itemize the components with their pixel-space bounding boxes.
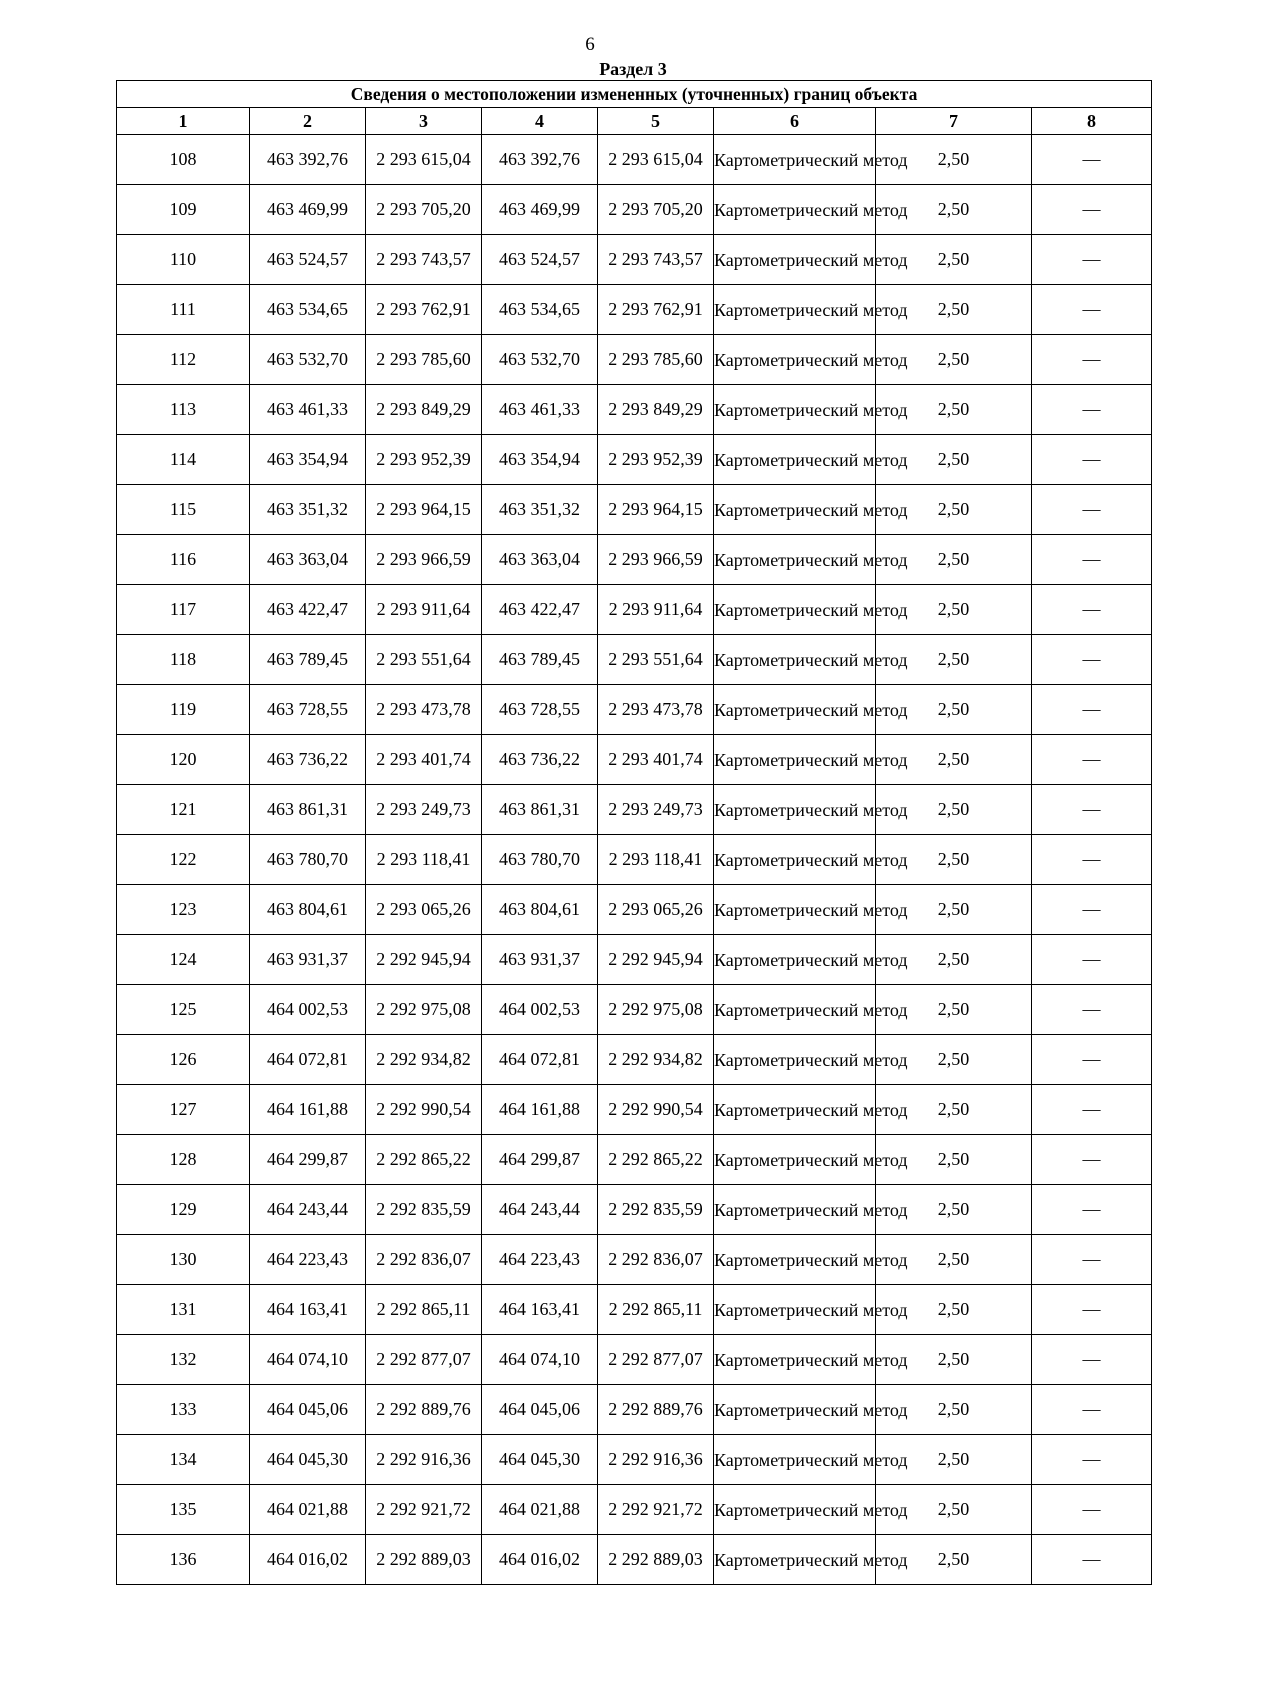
description-cell: — bbox=[1032, 1085, 1152, 1135]
point-number-cell: 115 bbox=[117, 485, 250, 535]
x-new-cell: 463 532,70 bbox=[482, 335, 598, 385]
method-cell: Картометрический метод bbox=[714, 1185, 876, 1235]
method-cell: Картометрический метод bbox=[714, 585, 876, 635]
column-number: 5 bbox=[598, 108, 714, 135]
y-new-cell: 2 293 952,39 bbox=[598, 435, 714, 485]
x-new-cell: 464 002,53 bbox=[482, 985, 598, 1035]
description-cell: — bbox=[1032, 735, 1152, 785]
method-cell: Картометрический метод bbox=[714, 185, 876, 235]
point-number-cell: 113 bbox=[117, 385, 250, 435]
table-row bbox=[117, 785, 1152, 835]
description-cell: — bbox=[1032, 1385, 1152, 1435]
point-number-cell: 126 bbox=[117, 1035, 250, 1085]
point-number-cell: 110 bbox=[117, 235, 250, 285]
accuracy-cell: 2,50 bbox=[876, 1435, 1032, 1485]
table-row bbox=[117, 1185, 1152, 1235]
x-existing-cell: 464 243,44 bbox=[250, 1185, 366, 1235]
method-cell: Картометрический метод bbox=[714, 385, 876, 435]
table-caption: Сведения о местоположении измененных (уточненных) границ объекта bbox=[117, 81, 1152, 108]
accuracy-cell: 2,50 bbox=[876, 1035, 1032, 1085]
accuracy-cell: 2,50 bbox=[876, 1085, 1032, 1135]
point-number-cell: 117 bbox=[117, 585, 250, 635]
accuracy-cell: 2,50 bbox=[876, 835, 1032, 885]
x-new-cell: 463 524,57 bbox=[482, 235, 598, 285]
point-number-cell: 111 bbox=[117, 285, 250, 335]
description-cell: — bbox=[1032, 485, 1152, 535]
description-cell: — bbox=[1032, 1235, 1152, 1285]
x-new-cell: 463 780,70 bbox=[482, 835, 598, 885]
y-new-cell: 2 292 865,22 bbox=[598, 1135, 714, 1185]
y-new-cell: 2 292 889,03 bbox=[598, 1535, 714, 1585]
table-row bbox=[117, 1535, 1152, 1585]
x-existing-cell: 464 002,53 bbox=[250, 985, 366, 1035]
y-new-cell: 2 293 966,59 bbox=[598, 535, 714, 585]
x-existing-cell: 463 780,70 bbox=[250, 835, 366, 885]
point-number-cell: 112 bbox=[117, 335, 250, 385]
y-existing-cell: 2 292 921,72 bbox=[366, 1485, 482, 1535]
accuracy-cell: 2,50 bbox=[876, 385, 1032, 435]
x-existing-cell: 463 728,55 bbox=[250, 685, 366, 735]
method-cell: Картометрический метод bbox=[714, 685, 876, 735]
point-number-cell: 135 bbox=[117, 1485, 250, 1535]
point-number-cell: 119 bbox=[117, 685, 250, 735]
y-new-cell: 2 293 785,60 bbox=[598, 335, 714, 385]
y-existing-cell: 2 292 916,36 bbox=[366, 1435, 482, 1485]
x-existing-cell: 464 021,88 bbox=[250, 1485, 366, 1535]
x-new-cell: 464 163,41 bbox=[482, 1285, 598, 1335]
description-cell: — bbox=[1032, 1435, 1152, 1485]
table-row bbox=[117, 1485, 1152, 1535]
method-cell: Картометрический метод bbox=[714, 1035, 876, 1085]
table-row bbox=[117, 735, 1152, 785]
accuracy-cell: 2,50 bbox=[876, 985, 1032, 1035]
table-row bbox=[117, 885, 1152, 935]
x-new-cell: 463 804,61 bbox=[482, 885, 598, 935]
column-number: 2 bbox=[250, 108, 366, 135]
table-row bbox=[117, 985, 1152, 1035]
y-new-cell: 2 292 990,54 bbox=[598, 1085, 714, 1135]
y-existing-cell: 2 293 065,26 bbox=[366, 885, 482, 935]
description-cell: — bbox=[1032, 185, 1152, 235]
column-number: 1 bbox=[117, 108, 250, 135]
x-new-cell: 464 045,06 bbox=[482, 1385, 598, 1435]
description-cell: — bbox=[1032, 235, 1152, 285]
x-existing-cell: 464 074,10 bbox=[250, 1335, 366, 1385]
method-cell: Картометрический метод bbox=[714, 135, 876, 185]
x-new-cell: 464 045,30 bbox=[482, 1435, 598, 1485]
point-number-cell: 131 bbox=[117, 1285, 250, 1335]
table-row bbox=[117, 385, 1152, 435]
description-cell: — bbox=[1032, 1185, 1152, 1235]
description-cell: — bbox=[1032, 835, 1152, 885]
y-existing-cell: 2 293 118,41 bbox=[366, 835, 482, 885]
x-existing-cell: 464 045,30 bbox=[250, 1435, 366, 1485]
y-existing-cell: 2 293 473,78 bbox=[366, 685, 482, 735]
method-cell: Картометрический метод bbox=[714, 1135, 876, 1185]
y-existing-cell: 2 293 952,39 bbox=[366, 435, 482, 485]
x-existing-cell: 464 161,88 bbox=[250, 1085, 366, 1135]
x-existing-cell: 463 354,94 bbox=[250, 435, 366, 485]
x-new-cell: 463 363,04 bbox=[482, 535, 598, 585]
accuracy-cell: 2,50 bbox=[876, 135, 1032, 185]
point-number-cell: 108 bbox=[117, 135, 250, 185]
description-cell: — bbox=[1032, 1035, 1152, 1085]
point-number-cell: 120 bbox=[117, 735, 250, 785]
accuracy-cell: 2,50 bbox=[876, 485, 1032, 535]
table-row bbox=[117, 1335, 1152, 1385]
accuracy-cell: 2,50 bbox=[876, 935, 1032, 985]
y-existing-cell: 2 292 889,76 bbox=[366, 1385, 482, 1435]
x-existing-cell: 463 461,33 bbox=[250, 385, 366, 435]
boundary-coordinates-table bbox=[116, 80, 1152, 1585]
y-new-cell: 2 293 743,57 bbox=[598, 235, 714, 285]
y-new-cell: 2 293 615,04 bbox=[598, 135, 714, 185]
column-number-row bbox=[117, 108, 1152, 135]
point-number-cell: 116 bbox=[117, 535, 250, 585]
table-row bbox=[117, 435, 1152, 485]
method-cell: Картометрический метод bbox=[714, 1485, 876, 1535]
section-title: Раздел 3 bbox=[599, 59, 667, 79]
description-cell: — bbox=[1032, 635, 1152, 685]
x-existing-cell: 464 016,02 bbox=[250, 1535, 366, 1585]
y-existing-cell: 2 292 990,54 bbox=[366, 1085, 482, 1135]
x-new-cell: 464 299,87 bbox=[482, 1135, 598, 1185]
y-new-cell: 2 293 911,64 bbox=[598, 585, 714, 635]
x-existing-cell: 464 223,43 bbox=[250, 1235, 366, 1285]
table-caption-row bbox=[117, 81, 1152, 108]
table-row bbox=[117, 285, 1152, 335]
y-new-cell: 2 293 762,91 bbox=[598, 285, 714, 335]
description-cell: — bbox=[1032, 335, 1152, 385]
y-existing-cell: 2 292 934,82 bbox=[366, 1035, 482, 1085]
y-new-cell: 2 292 889,76 bbox=[598, 1385, 714, 1435]
y-new-cell: 2 293 551,64 bbox=[598, 635, 714, 685]
description-cell: — bbox=[1032, 535, 1152, 585]
accuracy-cell: 2,50 bbox=[876, 285, 1032, 335]
y-new-cell: 2 293 249,73 bbox=[598, 785, 714, 835]
x-new-cell: 463 422,47 bbox=[482, 585, 598, 635]
accuracy-cell: 2,50 bbox=[876, 1535, 1032, 1585]
x-new-cell: 463 789,45 bbox=[482, 635, 598, 685]
x-new-cell: 463 534,65 bbox=[482, 285, 598, 335]
point-number-cell: 124 bbox=[117, 935, 250, 985]
table-row bbox=[117, 685, 1152, 735]
x-new-cell: 463 461,33 bbox=[482, 385, 598, 435]
x-existing-cell: 463 469,99 bbox=[250, 185, 366, 235]
accuracy-cell: 2,50 bbox=[876, 685, 1032, 735]
x-existing-cell: 463 532,70 bbox=[250, 335, 366, 385]
description-cell: — bbox=[1032, 1285, 1152, 1335]
y-new-cell: 2 292 921,72 bbox=[598, 1485, 714, 1535]
table-row bbox=[117, 135, 1152, 185]
point-number-cell: 118 bbox=[117, 635, 250, 685]
table-row bbox=[117, 1285, 1152, 1335]
y-existing-cell: 2 292 975,08 bbox=[366, 985, 482, 1035]
method-cell: Картометрический метод bbox=[714, 635, 876, 685]
x-existing-cell: 463 736,22 bbox=[250, 735, 366, 785]
y-existing-cell: 2 292 865,22 bbox=[366, 1135, 482, 1185]
method-cell: Картометрический метод bbox=[714, 335, 876, 385]
y-existing-cell: 2 293 705,20 bbox=[366, 185, 482, 235]
table-body bbox=[117, 135, 1152, 1585]
column-number: 3 bbox=[366, 108, 482, 135]
method-cell: Картометрический метод bbox=[714, 235, 876, 285]
accuracy-cell: 2,50 bbox=[876, 585, 1032, 635]
table-row bbox=[117, 1235, 1152, 1285]
x-new-cell: 463 736,22 bbox=[482, 735, 598, 785]
table-row bbox=[117, 1435, 1152, 1485]
description-cell: — bbox=[1032, 1335, 1152, 1385]
x-existing-cell: 463 534,65 bbox=[250, 285, 366, 335]
y-existing-cell: 2 293 249,73 bbox=[366, 785, 482, 835]
accuracy-cell: 2,50 bbox=[876, 185, 1032, 235]
column-number: 8 bbox=[1032, 108, 1152, 135]
column-number: 7 bbox=[876, 108, 1032, 135]
description-cell: — bbox=[1032, 1535, 1152, 1585]
y-existing-cell: 2 292 865,11 bbox=[366, 1285, 482, 1335]
x-existing-cell: 463 363,04 bbox=[250, 535, 366, 585]
y-new-cell: 2 292 975,08 bbox=[598, 985, 714, 1035]
x-new-cell: 464 016,02 bbox=[482, 1535, 598, 1585]
accuracy-cell: 2,50 bbox=[876, 735, 1032, 785]
accuracy-cell: 2,50 bbox=[876, 235, 1032, 285]
method-cell: Картометрический метод bbox=[714, 485, 876, 535]
y-new-cell: 2 293 849,29 bbox=[598, 385, 714, 435]
point-number-cell: 136 bbox=[117, 1535, 250, 1585]
table-row bbox=[117, 1035, 1152, 1085]
x-new-cell: 464 161,88 bbox=[482, 1085, 598, 1135]
point-number-cell: 122 bbox=[117, 835, 250, 885]
accuracy-cell: 2,50 bbox=[876, 335, 1032, 385]
description-cell: — bbox=[1032, 985, 1152, 1035]
y-existing-cell: 2 292 945,94 bbox=[366, 935, 482, 985]
y-existing-cell: 2 293 964,15 bbox=[366, 485, 482, 535]
table-row bbox=[117, 185, 1152, 235]
x-new-cell: 463 392,76 bbox=[482, 135, 598, 185]
table-row bbox=[117, 1385, 1152, 1435]
table-row bbox=[117, 835, 1152, 885]
table-row bbox=[117, 585, 1152, 635]
column-number: 4 bbox=[482, 108, 598, 135]
table-row bbox=[117, 235, 1152, 285]
y-existing-cell: 2 293 551,64 bbox=[366, 635, 482, 685]
accuracy-cell: 2,50 bbox=[876, 435, 1032, 485]
y-new-cell: 2 293 118,41 bbox=[598, 835, 714, 885]
accuracy-cell: 2,50 bbox=[876, 1285, 1032, 1335]
x-new-cell: 464 072,81 bbox=[482, 1035, 598, 1085]
accuracy-cell: 2,50 bbox=[876, 635, 1032, 685]
table-row bbox=[117, 485, 1152, 535]
method-cell: Картометрический метод bbox=[714, 1335, 876, 1385]
description-cell: — bbox=[1032, 935, 1152, 985]
y-existing-cell: 2 292 877,07 bbox=[366, 1335, 482, 1385]
page-number: 6 bbox=[585, 34, 595, 55]
method-cell: Картометрический метод bbox=[714, 985, 876, 1035]
x-existing-cell: 463 351,32 bbox=[250, 485, 366, 535]
point-number-cell: 114 bbox=[117, 435, 250, 485]
table-row bbox=[117, 1135, 1152, 1185]
x-new-cell: 463 861,31 bbox=[482, 785, 598, 835]
x-existing-cell: 463 804,61 bbox=[250, 885, 366, 935]
x-new-cell: 463 354,94 bbox=[482, 435, 598, 485]
accuracy-cell: 2,50 bbox=[876, 1385, 1032, 1435]
x-new-cell: 464 243,44 bbox=[482, 1185, 598, 1235]
description-cell: — bbox=[1032, 285, 1152, 335]
column-number: 6 bbox=[714, 108, 876, 135]
x-existing-cell: 463 861,31 bbox=[250, 785, 366, 835]
x-new-cell: 463 931,37 bbox=[482, 935, 598, 985]
point-number-cell: 133 bbox=[117, 1385, 250, 1435]
y-existing-cell: 2 293 743,57 bbox=[366, 235, 482, 285]
point-number-cell: 123 bbox=[117, 885, 250, 935]
method-cell: Картометрический метод bbox=[714, 835, 876, 885]
x-new-cell: 463 351,32 bbox=[482, 485, 598, 535]
y-existing-cell: 2 293 966,59 bbox=[366, 535, 482, 585]
accuracy-cell: 2,50 bbox=[876, 885, 1032, 935]
point-number-cell: 129 bbox=[117, 1185, 250, 1235]
x-existing-cell: 463 392,76 bbox=[250, 135, 366, 185]
method-cell: Картометрический метод bbox=[714, 785, 876, 835]
accuracy-cell: 2,50 bbox=[876, 1235, 1032, 1285]
method-cell: Картометрический метод bbox=[714, 1435, 876, 1485]
y-new-cell: 2 292 865,11 bbox=[598, 1285, 714, 1335]
y-new-cell: 2 292 836,07 bbox=[598, 1235, 714, 1285]
description-cell: — bbox=[1032, 885, 1152, 935]
y-new-cell: 2 292 945,94 bbox=[598, 935, 714, 985]
x-existing-cell: 463 789,45 bbox=[250, 635, 366, 685]
x-new-cell: 463 728,55 bbox=[482, 685, 598, 735]
x-existing-cell: 463 524,57 bbox=[250, 235, 366, 285]
y-existing-cell: 2 293 849,29 bbox=[366, 385, 482, 435]
y-existing-cell: 2 293 401,74 bbox=[366, 735, 482, 785]
y-new-cell: 2 293 401,74 bbox=[598, 735, 714, 785]
method-cell: Картометрический метод bbox=[714, 535, 876, 585]
method-cell: Картометрический метод bbox=[714, 435, 876, 485]
method-cell: Картометрический метод bbox=[714, 285, 876, 335]
y-new-cell: 2 293 705,20 bbox=[598, 185, 714, 235]
point-number-cell: 127 bbox=[117, 1085, 250, 1135]
method-cell: Картометрический метод bbox=[714, 735, 876, 785]
accuracy-cell: 2,50 bbox=[876, 1135, 1032, 1185]
y-new-cell: 2 292 916,36 bbox=[598, 1435, 714, 1485]
point-number-cell: 125 bbox=[117, 985, 250, 1035]
description-cell: — bbox=[1032, 135, 1152, 185]
y-new-cell: 2 293 065,26 bbox=[598, 885, 714, 935]
x-new-cell: 464 223,43 bbox=[482, 1235, 598, 1285]
accuracy-cell: 2,50 bbox=[876, 1485, 1032, 1535]
point-number-cell: 109 bbox=[117, 185, 250, 235]
accuracy-cell: 2,50 bbox=[876, 1335, 1032, 1385]
description-cell: — bbox=[1032, 1485, 1152, 1535]
description-cell: — bbox=[1032, 385, 1152, 435]
x-existing-cell: 464 163,41 bbox=[250, 1285, 366, 1335]
y-existing-cell: 2 292 889,03 bbox=[366, 1535, 482, 1585]
x-new-cell: 464 074,10 bbox=[482, 1335, 598, 1385]
y-existing-cell: 2 293 615,04 bbox=[366, 135, 482, 185]
y-existing-cell: 2 292 835,59 bbox=[366, 1185, 482, 1235]
table-row bbox=[117, 935, 1152, 985]
y-new-cell: 2 293 473,78 bbox=[598, 685, 714, 735]
method-cell: Картометрический метод bbox=[714, 935, 876, 985]
table-row bbox=[117, 535, 1152, 585]
point-number-cell: 134 bbox=[117, 1435, 250, 1485]
table-row bbox=[117, 335, 1152, 385]
point-number-cell: 121 bbox=[117, 785, 250, 835]
method-cell: Картометрический метод bbox=[714, 1535, 876, 1585]
method-cell: Картометрический метод bbox=[714, 885, 876, 935]
y-existing-cell: 2 293 911,64 bbox=[366, 585, 482, 635]
description-cell: — bbox=[1032, 435, 1152, 485]
method-cell: Картометрический метод bbox=[714, 1385, 876, 1435]
y-existing-cell: 2 292 836,07 bbox=[366, 1235, 482, 1285]
method-cell: Картометрический метод bbox=[714, 1285, 876, 1335]
y-new-cell: 2 293 964,15 bbox=[598, 485, 714, 535]
description-cell: — bbox=[1032, 1135, 1152, 1185]
x-existing-cell: 464 299,87 bbox=[250, 1135, 366, 1185]
x-existing-cell: 464 072,81 bbox=[250, 1035, 366, 1085]
y-new-cell: 2 292 934,82 bbox=[598, 1035, 714, 1085]
accuracy-cell: 2,50 bbox=[876, 785, 1032, 835]
x-existing-cell: 464 045,06 bbox=[250, 1385, 366, 1435]
y-new-cell: 2 292 835,59 bbox=[598, 1185, 714, 1235]
point-number-cell: 130 bbox=[117, 1235, 250, 1285]
y-existing-cell: 2 293 762,91 bbox=[366, 285, 482, 335]
point-number-cell: 128 bbox=[117, 1135, 250, 1185]
y-new-cell: 2 292 877,07 bbox=[598, 1335, 714, 1385]
description-cell: — bbox=[1032, 585, 1152, 635]
x-existing-cell: 463 422,47 bbox=[250, 585, 366, 635]
accuracy-cell: 2,50 bbox=[876, 1185, 1032, 1235]
point-number-cell: 132 bbox=[117, 1335, 250, 1385]
description-cell: — bbox=[1032, 685, 1152, 735]
table-row bbox=[117, 635, 1152, 685]
method-cell: Картометрический метод bbox=[714, 1085, 876, 1135]
accuracy-cell: 2,50 bbox=[876, 535, 1032, 585]
y-existing-cell: 2 293 785,60 bbox=[366, 335, 482, 385]
method-cell: Картометрический метод bbox=[714, 1235, 876, 1285]
x-existing-cell: 463 931,37 bbox=[250, 935, 366, 985]
description-cell: — bbox=[1032, 785, 1152, 835]
table-row bbox=[117, 1085, 1152, 1135]
x-new-cell: 463 469,99 bbox=[482, 185, 598, 235]
x-new-cell: 464 021,88 bbox=[482, 1485, 598, 1535]
